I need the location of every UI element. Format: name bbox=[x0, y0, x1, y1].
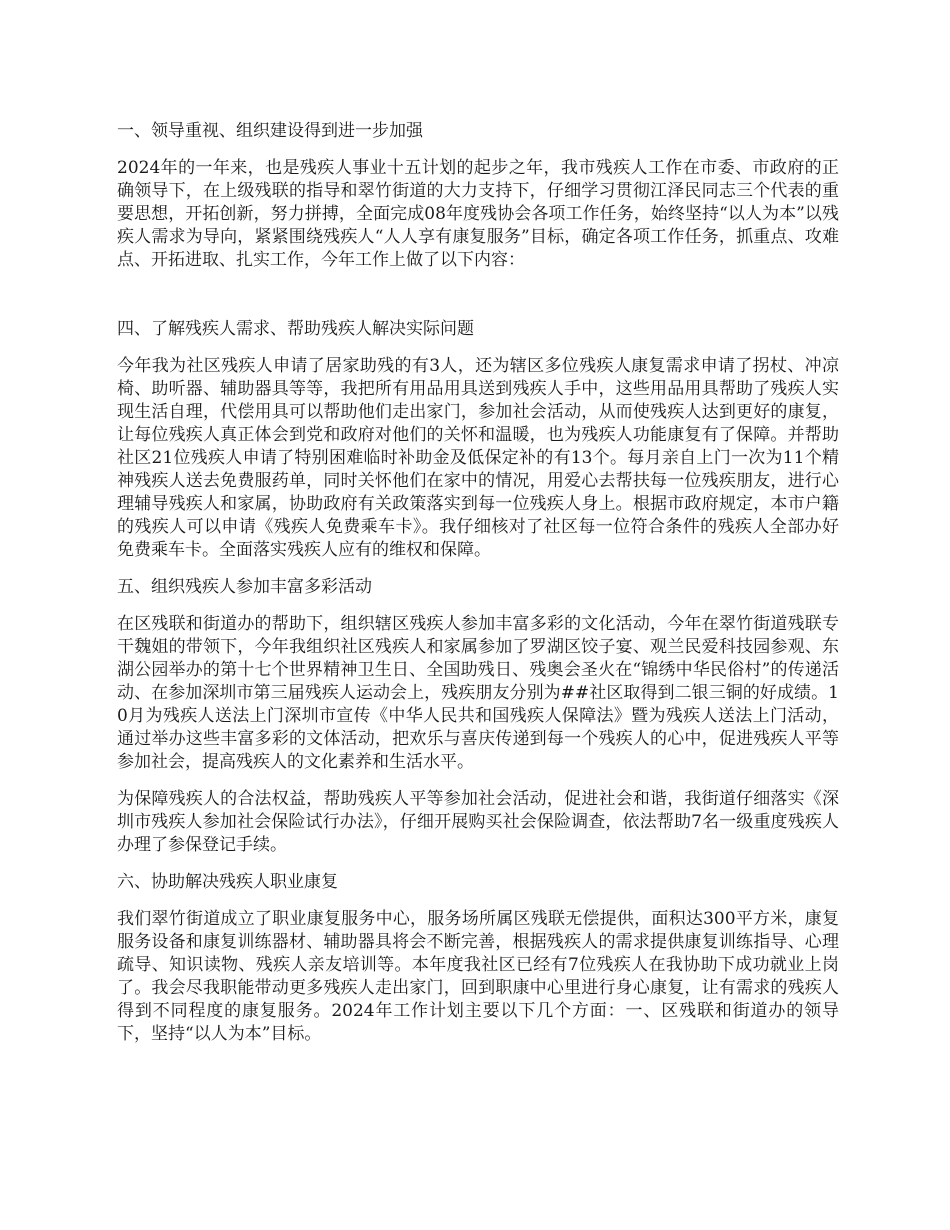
paragraph-activities: 在区残联和街道办的帮助下，组织辖区残疾人参加丰富多彩的文化活动，今年在翠竹街道残联专干魏姐的带领下，今年我组织社区残疾人和家属参加了罗湖区饺子宴、观兰民爱科技园参观、东湖公园举办的第十七个世界精神卫生日、全国助残日、残奥会圣火在“锦绣中华民俗村”的传递活动、在参加深圳市第三届残疾人运动会上，残疾朋友分别为##社区取得到二银三铜的好成绩。10月为残疾人送法上门深圳市宣传《中华人民共和国残疾人保障法》暨为残疾人送法上门活动，通过举办这些丰富多彩的文体活动，把欢乐与喜庆传递到每一个残疾人的心中，促进残疾人平等参加社会，提高残疾人的文化素养和生活水平。 bbox=[117, 614, 839, 772]
section-heading-needs: 四、了解残疾人需求、帮助残疾人解决实际问题 bbox=[117, 319, 474, 339]
paragraph-insurance: 为保障残疾人的合法权益，帮助残疾人平等参加社会活动，促进社会和谐，我街道仔细落实《深圳市残疾人参加社会保险试行办法》，仔细开展购买社会保险调查，依法帮助7名一级重度残疾人办理了参保登记手续。 bbox=[117, 789, 839, 855]
paragraph-annual-overview: 2024年的一年来，也是残疾人事业十五计划的起步之年，我市残疾人工作在市委、市政府的正确领导下，在上级残联的指导和翠竹街道的大力支持下，仔细学习贯彻江泽民同志三个代表的重要思想，开拓创新，努力拼搏，全面完成08年度残协会各项工作任务，始终坚持“以人为本”以残疾人需求为导向，紧紧围绕残疾人“人人享有康复服务”目标，确定各项工作任务，抓重点、攻难点、开拓进取、扎实工作，今年工作上做了以下内容： bbox=[117, 158, 839, 270]
document-page bbox=[117, 120, 839, 1060]
paragraph-rehab: 我们翠竹街道成立了职业康复服务中心，服务场所属区残联无偿提供，面积达300平方米，康复服务设备和康复训练器材、辅助器具将会不断完善，根据残疾人的需求提供康复训练指导、心理疏导、知识读物、残疾人亲友培训等。本年度我社区已经有7位残疾人在我协助下成功就业上岗了。我会尽我职能带动更多残疾人走出家门，回到职康中心里进行身心康复，让有需求的残疾人得到不同程度的康复服务。2024年工作计划主要以下几个方面：一、区残联和街道办的领导下，坚持“以人为本”目标。 bbox=[117, 909, 839, 1044]
section-spacer bbox=[117, 286, 839, 318]
section-heading-leadership: 一、领导重视、组织建设得到进一步加强 bbox=[117, 121, 423, 141]
section-heading-activities: 五、组织残疾人参加丰富多彩活动 bbox=[117, 577, 372, 597]
paragraph-assistance: 今年我为社区残疾人申请了居家助残的有3人，还为辖区多位残疾人康复需求申请了拐杖、冲凉椅、助听器、辅助器具等等，我把所有用品用具送到残疾人手中，这些用品用具帮助了残疾人实现生活自理，代偿用具可以帮助他们走出家门，参加社会活动，从而使残疾人达到更好的康复，让每位残疾人真正体会到党和政府对他们的关怀和温暖，也为残疾人功能康复有了保障。并帮助社区21位残疾人申请了特别困难临时补助金及低保定补的有13个。每月亲自上门一次为11个精神残疾人送去免费服药单，同时关怀他们在家中的情况，用爱心去帮扶每一位残疾朋友，进行心理辅导残疾人和家属，协助政府有关政策落实到每一位残疾人身上。根据市政府规定，本市户籍的残疾人可以申请《残疾人免费乘车卡》。我仔细核对了社区每一位符合条件的残疾人全部办好免费乘车卡。全面落实残疾人应有的维权和保障。 bbox=[117, 356, 839, 560]
section-heading-rehab: 六、协助解决残疾人职业康复 bbox=[117, 872, 338, 892]
